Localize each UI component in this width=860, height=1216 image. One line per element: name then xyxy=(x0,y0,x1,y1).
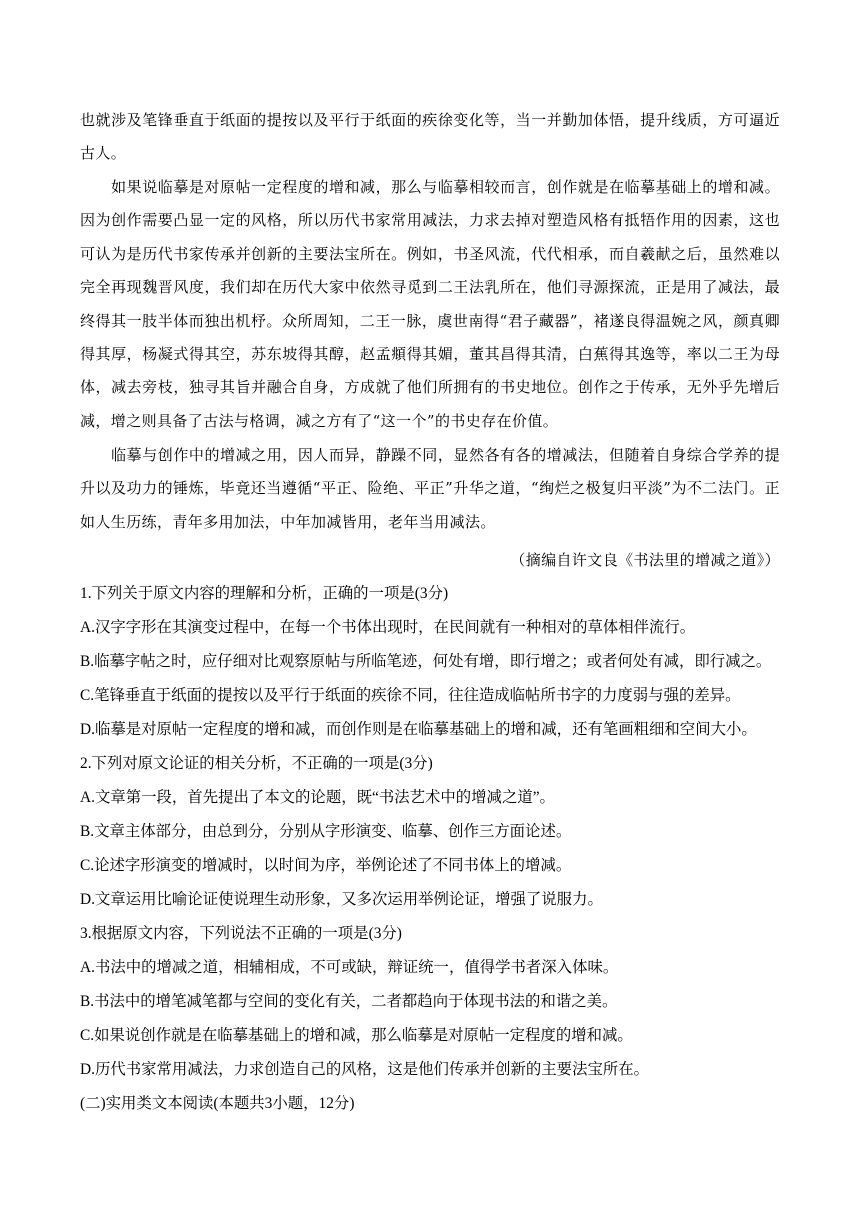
question-3-option-c: C.如果说创作就是在临摹基础上的增和减，那么临摹是对原帖一定程度的增和减。 xyxy=(80,1027,633,1044)
question-3-option-a: A.书法中的增减之道，相辅相成，不可或缺，辩证统一，值得学书者深入体味。 xyxy=(80,959,619,976)
question-1-option-a: A.汉字字形在其演变过程中，在每一个书体出现时，在民间就有一种相对的草体相伴流行。 xyxy=(80,619,696,636)
question-2-stem: 2.下列对原文论证的相关分析，不正确的一项是(3分) xyxy=(80,755,433,772)
article-paragraph-1: 也就涉及笔锋垂直于纸面的提按以及平行于纸面的疾徐变化等，当一并勤加体悟，提升线质，方可逼近古人。 xyxy=(80,111,780,163)
section-heading: (二)实用类文本阅读(本题共3小题，12分) xyxy=(80,1095,355,1112)
question-3-option-d: D.历代书家常用减法，力求创造自己的风格，这是他们传承并创新的主要法宝所在。 xyxy=(80,1061,650,1078)
article-paragraph-3: 临摹与创作中的增减之用，因人而异，静躁不同，显然各有各的增减法，但随着自身综合学养的提升以及功力的锤炼，毕竟还当遵循“平正、险绝、平正”升华之道，“绚烂之极复归平淡”为不二法门。正如人生历练，青年多用加法，中年加减皆用，老年当用减法。 xyxy=(80,446,780,531)
question-3-option-b: B.书法中的增笔减笔都与空间的变化有关，二者都趋向于体现书法的和谐之美。 xyxy=(80,993,618,1010)
question-2-option-c: C.论述字形演变的增减时，以时间为序，举例论述了不同书体上的增减。 xyxy=(80,857,572,874)
question-1-stem: 1.下列关于原文内容的理解和分析，正确的一项是(3分) xyxy=(80,585,449,602)
question-2-option-d: D.文章运用比喻论证使说理生动形象，又多次运用举例论证，增强了说服力。 xyxy=(80,891,603,908)
question-1-option-c: C.笔锋垂直于纸面的提按以及平行于纸面的疾徐不同，往往造成临帖所书字的力度弱与强的差异。 xyxy=(80,687,741,704)
question-3-stem: 3.根据原文内容，下列说法不正确的一项是(3分) xyxy=(80,925,402,942)
question-1-option-b: B.临摹字帖之时，应仔细对比观察原帖与所临笔迹，何处有增，即行增之；或者何处有减，即行减之。 xyxy=(80,653,772,670)
question-1-option-d: D.临摹是对原帖一定程度的增和减，而创作则是在临摹基础上的增和减，还有笔画粗细和空间大小。 xyxy=(80,721,757,738)
article-source: （摘编自许文良《书法里的增减之道》） xyxy=(510,551,780,569)
article-paragraph-2: 如果说临摹是对原帖一定程度的增和减，那么与临摹相较而言，创作就是在临摹基础上的增和减。因为创作需要凸显一定的风格，所以历代书家常用减法，力求去掉对塑造风格有抵牾作用的因素，这也可认为是历代书家传承并创新的主要法宝所在。例如，书圣风流，代代相承，而自羲献之后，虽然难以完全再现魏晋风度，我们却在历代大家中依然寻觅到二王法乳所在，他们寻源探流，正是用了减法，最终得其一肢半体而独出机杼。众所周知，二王一脉，虞世南得“君子藏器”，褚遂良得温婉之风，颜真卿得其厚，杨凝式得其空，苏东坡得其醇，赵孟頫得其媚，董其昌得其清，白蕉得其逸等，率以二王为母体，减去旁枝，独寻其旨并融合自身，方成就了他们所拥有的书史地位。创作之于传承，无外乎先增后减，增之则具备了古法与格调，减之方有了“这一个”的书史存在价值。 xyxy=(80,178,780,430)
question-2-option-a: A.文章第一段，首先提出了本文的论题，既“书法艺术中的增减之道”。 xyxy=(80,789,555,806)
question-2-option-b: B.文章主体部分，由总到分，分别从字形演变、临摹、创作三方面论述。 xyxy=(80,823,572,840)
